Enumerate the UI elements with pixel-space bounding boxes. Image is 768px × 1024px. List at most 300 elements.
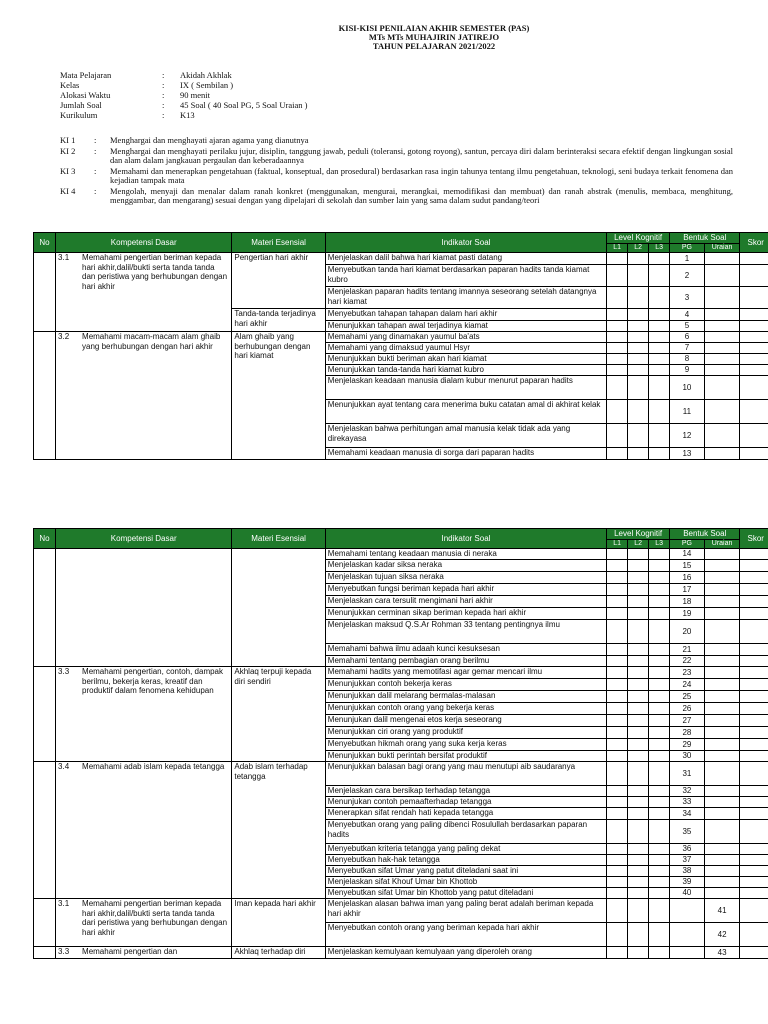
l1-cell bbox=[607, 376, 628, 400]
pg-cell: 19 bbox=[670, 608, 705, 620]
uraian-cell bbox=[704, 321, 740, 332]
l2-cell bbox=[628, 332, 649, 343]
l1-cell bbox=[607, 751, 628, 762]
l3-cell bbox=[649, 855, 670, 866]
uraian-cell: 43 bbox=[704, 947, 740, 959]
uraian-cell bbox=[704, 365, 740, 376]
skor-cell bbox=[740, 888, 768, 899]
l1-cell bbox=[607, 253, 628, 265]
uraian-cell bbox=[704, 877, 740, 888]
indikator-cell: Menunjukkan contoh bekerja keras bbox=[325, 679, 606, 691]
l3-cell bbox=[649, 667, 670, 679]
materi-cell: Akhlaq terpuji kepada diri sendiri bbox=[232, 667, 325, 762]
l3-cell bbox=[649, 923, 670, 947]
l2-cell bbox=[628, 424, 649, 448]
info-value: IX ( Sembilan ) bbox=[180, 80, 234, 90]
info-label: Kurikulum bbox=[60, 110, 98, 120]
l1-cell bbox=[607, 265, 628, 287]
kd-wrap bbox=[58, 667, 229, 696]
info-value: K13 bbox=[180, 110, 195, 120]
l1-cell bbox=[607, 354, 628, 365]
skor-cell bbox=[740, 923, 768, 947]
l3-cell bbox=[649, 400, 670, 424]
materi-cell: Iman kepada hari akhir bbox=[232, 899, 325, 947]
skor-cell bbox=[740, 253, 768, 265]
pg-cell: 39 bbox=[670, 877, 705, 888]
ki-code: KI 2 bbox=[60, 146, 76, 156]
kd-code: 3.3 bbox=[58, 947, 70, 956]
uraian-cell bbox=[704, 424, 740, 448]
l2-cell bbox=[628, 265, 649, 287]
uraian-cell: 42 bbox=[704, 923, 740, 947]
l3-cell bbox=[649, 309, 670, 321]
header-no: No bbox=[34, 233, 56, 253]
materi-cell: Adab islam terhadap tetangga bbox=[232, 762, 325, 899]
kd-wrap bbox=[58, 899, 229, 937]
pg-cell: 6 bbox=[670, 332, 705, 343]
no-cell bbox=[34, 253, 56, 332]
kisi-table-2 bbox=[33, 528, 768, 959]
l3-cell bbox=[649, 424, 670, 448]
uraian-cell bbox=[704, 797, 740, 808]
info-separator: : bbox=[162, 100, 165, 110]
l2-cell bbox=[628, 321, 649, 332]
kd-wrap bbox=[58, 332, 229, 351]
indikator-cell: Menyebutkan orang yang paling dibenci Rosulullah berdasarkan paparan hadits bbox=[325, 820, 606, 844]
indikator-cell: Memahami bahwa ilmu adaah kunci kesuksesan bbox=[325, 644, 606, 656]
l2-cell bbox=[628, 667, 649, 679]
uraian-cell bbox=[704, 560, 740, 572]
kd-text: Memahami macam-macam alam ghaib yang berhubungan dengan hari akhir bbox=[82, 332, 221, 351]
uraian-cell bbox=[704, 332, 740, 343]
header-year: TAHUN PELAJARAN 2021/2022 bbox=[372, 41, 496, 51]
skor-cell bbox=[740, 321, 768, 332]
pg-cell: 17 bbox=[670, 584, 705, 596]
header-l2: L2 bbox=[628, 540, 649, 549]
skor-cell bbox=[740, 797, 768, 808]
indikator-cell: Menunjukkan contoh orang yang bekerja keras bbox=[325, 703, 606, 715]
uraian-cell bbox=[704, 343, 740, 354]
l1-cell bbox=[607, 727, 628, 739]
l3-cell bbox=[649, 739, 670, 751]
header-school: MTs MTs MUHAJIRIN JATIREJO bbox=[368, 32, 500, 42]
uraian-cell bbox=[704, 667, 740, 679]
header-l2: L2 bbox=[628, 244, 649, 253]
l3-cell bbox=[649, 727, 670, 739]
kd-text: Memahami pengertian dan bbox=[82, 947, 178, 956]
indikator-cell: Menjelaskan cara tersulit mengimani hari akhir bbox=[325, 596, 606, 608]
header-l3: L3 bbox=[649, 244, 670, 253]
l2-cell bbox=[628, 888, 649, 899]
ki-row bbox=[60, 136, 733, 145]
l3-cell bbox=[649, 376, 670, 400]
skor-cell bbox=[740, 844, 768, 855]
indikator-cell: Menyebutkan sifat Umar yang patut diteladani saat ini bbox=[325, 866, 606, 877]
l1-cell bbox=[607, 343, 628, 354]
uraian-cell bbox=[704, 253, 740, 265]
uraian-cell bbox=[704, 727, 740, 739]
pg-cell: 36 bbox=[670, 844, 705, 855]
l3-cell bbox=[649, 679, 670, 691]
indikator-cell: Menjelaskan paparan hadits tentang imannya seseorang setelah datangnya hari kiamat bbox=[325, 287, 606, 309]
l3-cell bbox=[649, 343, 670, 354]
indikator-cell: Memahami tentang keadaan manusia di neraka bbox=[325, 549, 606, 560]
ki-row bbox=[60, 147, 733, 165]
l1-cell bbox=[607, 309, 628, 321]
info-row bbox=[60, 80, 308, 90]
pg-cell: 16 bbox=[670, 572, 705, 584]
l3-cell bbox=[649, 947, 670, 959]
l2-cell bbox=[628, 596, 649, 608]
indikator-cell: Menjelaskan dalil bahwa hari kiamat pasti datang bbox=[325, 253, 606, 265]
l1-cell bbox=[607, 866, 628, 877]
ki-separator: : bbox=[94, 166, 97, 176]
l3-cell bbox=[649, 321, 670, 332]
l1-cell bbox=[607, 424, 628, 448]
skor-cell bbox=[740, 656, 768, 667]
skor-cell bbox=[740, 715, 768, 727]
indikator-cell: Memahami hadits yang memotifasi agar gemar mencari ilmu bbox=[325, 667, 606, 679]
header-skor: Skor bbox=[740, 233, 768, 253]
l2-cell bbox=[628, 703, 649, 715]
pg-cell: 32 bbox=[670, 786, 705, 797]
l2-cell bbox=[628, 877, 649, 888]
info-label: Jumlah Soal bbox=[60, 100, 102, 110]
skor-cell bbox=[740, 287, 768, 309]
pg-cell: 21 bbox=[670, 644, 705, 656]
l1-cell bbox=[607, 923, 628, 947]
indikator-cell: Menyebutkan contoh orang yang beriman kepada hari akhir bbox=[325, 923, 606, 947]
skor-cell bbox=[740, 679, 768, 691]
l2-cell bbox=[628, 923, 649, 947]
header-bentuk-soal: Bentuk Soal bbox=[670, 529, 740, 540]
info-value: Akidah Akhlak bbox=[180, 70, 232, 80]
pg-cell: 8 bbox=[670, 354, 705, 365]
indikator-cell: Menunjukkan cerminan sikap beriman kepada hari akhir bbox=[325, 608, 606, 620]
header-pg: PG bbox=[670, 540, 705, 549]
info-separator: : bbox=[162, 70, 165, 80]
l1-cell bbox=[607, 321, 628, 332]
ki-separator: : bbox=[94, 146, 97, 156]
l2-cell bbox=[628, 855, 649, 866]
pg-cell: 10 bbox=[670, 376, 705, 400]
kd-code: 3.2 bbox=[58, 332, 70, 341]
uraian-cell bbox=[704, 584, 740, 596]
l1-cell bbox=[607, 820, 628, 844]
skor-cell bbox=[740, 739, 768, 751]
materi-cell: Pengertian hari akhir bbox=[232, 253, 325, 309]
skor-cell bbox=[740, 354, 768, 365]
uraian-cell bbox=[704, 679, 740, 691]
l2-cell bbox=[628, 844, 649, 855]
kd-code: 3.4 bbox=[58, 762, 70, 771]
l2-cell bbox=[628, 560, 649, 572]
pg-cell: 12 bbox=[670, 424, 705, 448]
no-cell bbox=[34, 762, 56, 899]
pg-cell: 14 bbox=[670, 549, 705, 560]
kd-wrap bbox=[58, 253, 229, 291]
l2-cell bbox=[628, 679, 649, 691]
l1-cell bbox=[607, 877, 628, 888]
skor-cell bbox=[740, 309, 768, 321]
materi-cell: Akhlaq terhadap diri bbox=[232, 947, 325, 959]
pg-cell: 33 bbox=[670, 797, 705, 808]
info-row bbox=[60, 70, 308, 80]
header-kompetensi-dasar: Kompetensi Dasar bbox=[56, 233, 232, 253]
indikator-cell: Menunjukkan dalil melarang bermalas-malasan bbox=[325, 691, 606, 703]
pg-cell: 24 bbox=[670, 679, 705, 691]
l1-cell bbox=[607, 844, 628, 855]
pg-cell: 3 bbox=[670, 287, 705, 309]
l1-cell bbox=[607, 899, 628, 923]
pg-cell: 20 bbox=[670, 620, 705, 644]
pg-cell bbox=[670, 899, 705, 923]
materi-cell: Tanda-tanda terjadinya hari akhir bbox=[232, 309, 325, 332]
l3-cell bbox=[649, 365, 670, 376]
uraian-cell bbox=[704, 855, 740, 866]
l2-cell bbox=[628, 739, 649, 751]
l2-cell bbox=[628, 309, 649, 321]
indikator-cell: Menunjukkan tanda-tanda hari kiamat kubro bbox=[325, 365, 606, 376]
header-bentuk-soal: Bentuk Soal bbox=[670, 233, 740, 244]
indikator-cell: Menunjukkan bukti beriman akan hari kiamat bbox=[325, 354, 606, 365]
ki-code: KI 3 bbox=[60, 166, 76, 176]
l2-cell bbox=[628, 287, 649, 309]
indikator-cell: Menjelaskan cara bersikap terhadap tetangga bbox=[325, 786, 606, 797]
l2-cell bbox=[628, 899, 649, 923]
kompetensi-dasar-cell bbox=[56, 899, 232, 947]
l1-cell bbox=[607, 679, 628, 691]
l3-cell bbox=[649, 584, 670, 596]
l2-cell bbox=[628, 727, 649, 739]
l3-cell bbox=[649, 608, 670, 620]
header-no: No bbox=[34, 529, 56, 549]
kd-wrap bbox=[58, 947, 229, 957]
pg-cell: 11 bbox=[670, 400, 705, 424]
l3-cell bbox=[649, 644, 670, 656]
kd-code: 3.1 bbox=[58, 253, 70, 262]
l3-cell bbox=[649, 866, 670, 877]
kd-wrap bbox=[58, 762, 229, 772]
info-separator: : bbox=[162, 80, 165, 90]
skor-cell bbox=[740, 691, 768, 703]
l2-cell bbox=[628, 691, 649, 703]
uraian-cell bbox=[704, 715, 740, 727]
l1-cell bbox=[607, 400, 628, 424]
pg-cell: 37 bbox=[670, 855, 705, 866]
info-row bbox=[60, 110, 308, 120]
skor-cell bbox=[740, 947, 768, 959]
l2-cell bbox=[628, 751, 649, 762]
header-level-kognitif: Level Kognitif bbox=[607, 233, 670, 244]
no-cell bbox=[34, 667, 56, 762]
pg-cell: 2 bbox=[670, 265, 705, 287]
table-row bbox=[34, 899, 768, 923]
skor-cell bbox=[740, 332, 768, 343]
uraian-cell bbox=[704, 620, 740, 644]
pg-cell: 9 bbox=[670, 365, 705, 376]
indikator-cell: Menunjukkan ciri orang yang produktif bbox=[325, 727, 606, 739]
uraian-cell bbox=[704, 808, 740, 820]
l3-cell bbox=[649, 332, 670, 343]
uraian-cell: 41 bbox=[704, 899, 740, 923]
header-materi-esensial: Materi Esensial bbox=[232, 529, 325, 549]
uraian-cell bbox=[704, 596, 740, 608]
indikator-cell: Menjelaskan keadaan manusia dialam kubur menurut paparan hadits bbox=[325, 376, 606, 400]
ki-text: Menghargai dan menghayati perilaku jujur, disiplin, tanggung jawab, peduli (toleransi, gotong royong), santun, percaya diri dalam berinteraksi secara efektif dengan lingkungan sosial dan alam dalam jangkauan pergaulan dan keberadaannya bbox=[110, 146, 733, 165]
indikator-cell: Menyebutkan hak-hak tetangga bbox=[325, 855, 606, 866]
skor-cell bbox=[740, 424, 768, 448]
indikator-cell: Menjelaskan kemulyaan kemulyaan yang diperoleh orang bbox=[325, 947, 606, 959]
l3-cell bbox=[649, 253, 670, 265]
l3-cell bbox=[649, 820, 670, 844]
pg-cell: 29 bbox=[670, 739, 705, 751]
l3-cell bbox=[649, 844, 670, 855]
table-row bbox=[34, 549, 768, 560]
l2-cell bbox=[628, 608, 649, 620]
skor-cell bbox=[740, 786, 768, 797]
l1-cell bbox=[607, 448, 628, 460]
skor-cell bbox=[740, 376, 768, 400]
l3-cell bbox=[649, 715, 670, 727]
uraian-cell bbox=[704, 400, 740, 424]
pg-cell: 26 bbox=[670, 703, 705, 715]
kd-text: Memahami pengertian beriman kepada hari akhir,dalil/bukti serta tanda tanda dari peristiwa yang berhubungan dengan hari akhir bbox=[82, 899, 228, 937]
pg-cell: 22 bbox=[670, 656, 705, 667]
l2-cell bbox=[628, 820, 649, 844]
l1-cell bbox=[607, 667, 628, 679]
l2-cell bbox=[628, 572, 649, 584]
l1-cell bbox=[607, 365, 628, 376]
l1-cell bbox=[607, 739, 628, 751]
uraian-cell bbox=[704, 549, 740, 560]
l3-cell bbox=[649, 354, 670, 365]
ki-separator: : bbox=[94, 186, 97, 196]
l3-cell bbox=[649, 691, 670, 703]
l1-cell bbox=[607, 797, 628, 808]
skor-cell bbox=[740, 448, 768, 460]
l1-cell bbox=[607, 715, 628, 727]
ki-separator: : bbox=[94, 135, 97, 145]
uraian-cell bbox=[704, 656, 740, 667]
header-indikator-soal: Indikator Soal bbox=[325, 529, 606, 549]
l3-cell bbox=[649, 560, 670, 572]
ki-code: KI 1 bbox=[60, 135, 76, 145]
info-row bbox=[60, 90, 308, 100]
pg-cell: 5 bbox=[670, 321, 705, 332]
skor-cell bbox=[740, 572, 768, 584]
pg-cell: 23 bbox=[670, 667, 705, 679]
uraian-cell bbox=[704, 644, 740, 656]
l2-cell bbox=[628, 786, 649, 797]
indikator-cell: Memahami tentang pembagian orang berilmu bbox=[325, 656, 606, 667]
l1-cell bbox=[607, 572, 628, 584]
info-label: Mata Pelajaran bbox=[60, 70, 112, 80]
pg-cell: 18 bbox=[670, 596, 705, 608]
pg-cell: 15 bbox=[670, 560, 705, 572]
skor-cell bbox=[740, 762, 768, 786]
no-cell bbox=[34, 899, 56, 947]
skor-cell bbox=[740, 727, 768, 739]
header-uraian: Uraian bbox=[704, 244, 740, 253]
l2-cell bbox=[628, 866, 649, 877]
no-cell bbox=[34, 947, 56, 959]
kompetensi-dasar-cell bbox=[56, 947, 232, 959]
uraian-cell bbox=[704, 703, 740, 715]
uraian-cell bbox=[704, 376, 740, 400]
l1-cell bbox=[607, 560, 628, 572]
skor-cell bbox=[740, 608, 768, 620]
uraian-cell bbox=[704, 448, 740, 460]
indikator-cell: Menunjukkan tahapan awal terjadinya kiamat bbox=[325, 321, 606, 332]
indikator-cell: Menyebutkan sifat Umar bin Khottob yang patut diteladani bbox=[325, 888, 606, 899]
l2-cell bbox=[628, 715, 649, 727]
table-row bbox=[34, 947, 768, 959]
kd-text: Memahami pengertian, contoh, dampak berilmu, bekerja keras, kreatif dan produktif dalam fenomena kehidupan bbox=[82, 667, 223, 695]
indikator-cell: Menjelaskan tujuan siksa neraka bbox=[325, 572, 606, 584]
table-row bbox=[34, 762, 768, 786]
l3-cell bbox=[649, 751, 670, 762]
indikator-cell: Memahami yang dinamakan yaumul ba'ats bbox=[325, 332, 606, 343]
skor-cell bbox=[740, 596, 768, 608]
indikator-cell: Menjelaskan kadar siksa neraka bbox=[325, 560, 606, 572]
l3-cell bbox=[649, 620, 670, 644]
kompetensi-dasar-cell bbox=[56, 667, 232, 762]
uraian-cell bbox=[704, 354, 740, 365]
kompetensi-dasar-cell bbox=[56, 549, 232, 667]
indikator-cell: Menjelaskan maksud Q.S.Ar Rohman 33 tentang pentingnya ilmu bbox=[325, 620, 606, 644]
uraian-cell bbox=[704, 287, 740, 309]
l2-cell bbox=[628, 644, 649, 656]
uraian-cell bbox=[704, 786, 740, 797]
header-l1: L1 bbox=[607, 244, 628, 253]
skor-cell bbox=[740, 560, 768, 572]
l1-cell bbox=[607, 608, 628, 620]
l3-cell bbox=[649, 762, 670, 786]
pg-cell: 31 bbox=[670, 762, 705, 786]
pg-cell: 38 bbox=[670, 866, 705, 877]
table-1-body bbox=[34, 253, 768, 460]
l2-cell bbox=[628, 762, 649, 786]
l2-cell bbox=[628, 253, 649, 265]
pg-cell: 13 bbox=[670, 448, 705, 460]
uraian-cell bbox=[704, 844, 740, 855]
header-skor: Skor bbox=[740, 529, 768, 549]
table-row bbox=[34, 667, 768, 679]
indikator-cell: Menunjukan dalil mengenai etos kerja seseorang bbox=[325, 715, 606, 727]
pg-cell: 35 bbox=[670, 820, 705, 844]
l1-cell bbox=[607, 584, 628, 596]
skor-cell bbox=[740, 549, 768, 560]
skor-cell bbox=[740, 808, 768, 820]
header-l3: L3 bbox=[649, 540, 670, 549]
info-value: 45 Soal ( 40 Soal PG, 5 Soal Uraian ) bbox=[180, 100, 308, 110]
skor-cell bbox=[740, 265, 768, 287]
l2-cell bbox=[628, 400, 649, 424]
l2-cell bbox=[628, 448, 649, 460]
kompetensi-dasar-cell bbox=[56, 332, 232, 460]
skor-cell bbox=[740, 584, 768, 596]
l3-cell bbox=[649, 265, 670, 287]
pg-cell: 28 bbox=[670, 727, 705, 739]
no-cell bbox=[34, 549, 56, 667]
table-row bbox=[34, 332, 768, 343]
indikator-cell: Menyebutkan tanda hari kiamat berdasarkan paparan hadits tanda kiamat kubro bbox=[325, 265, 606, 287]
l1-cell bbox=[607, 656, 628, 667]
materi-cell bbox=[232, 549, 325, 667]
pg-cell: 40 bbox=[670, 888, 705, 899]
l1-cell bbox=[607, 808, 628, 820]
